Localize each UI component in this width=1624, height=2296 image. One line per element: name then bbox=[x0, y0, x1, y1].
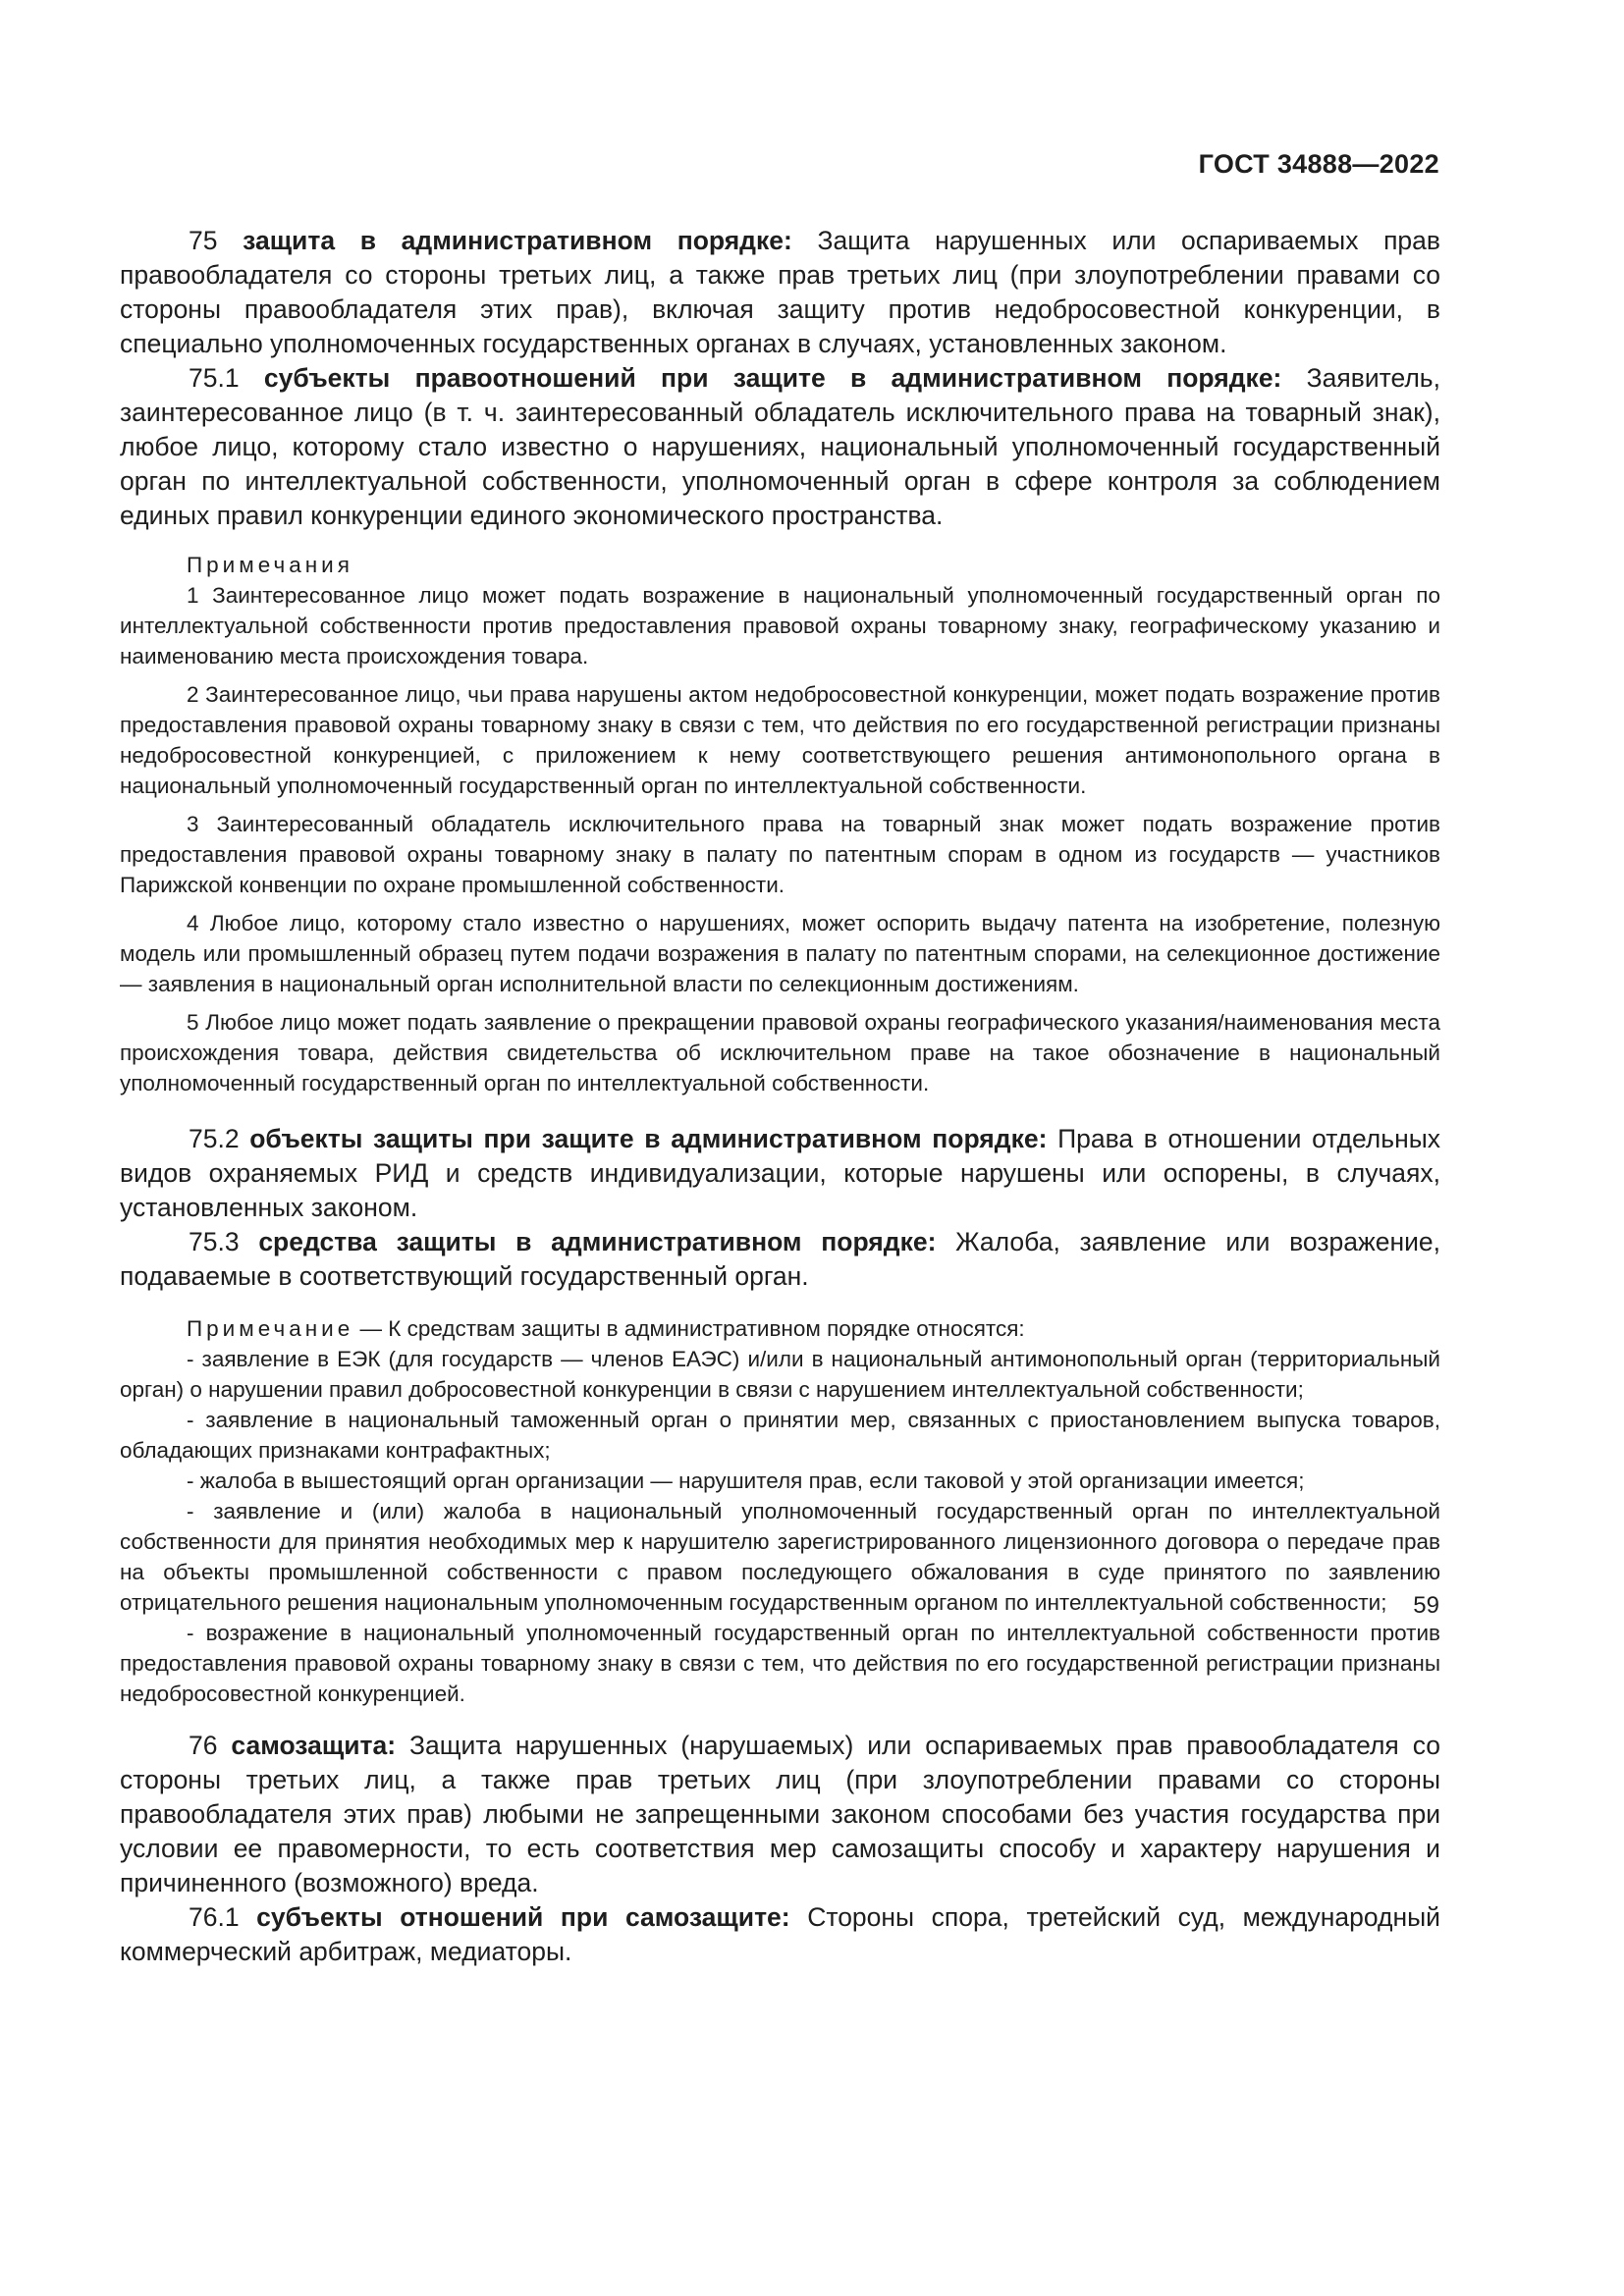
clause-number: 75.2 bbox=[189, 1124, 240, 1153]
list-item: - заявление и (или) жалоба в национальный уполномоченный государственный орган по интеллектуальной собственности для принятия необходимых мер к нарушителю зарегистрированного лицензионного договора о передаче прав на объекты промышленной собственности с правом последующего обжалования в суде принятого по заявлению отрицательного решения национальным уполномоченным государственным органом по интеллектуальной собственности; bbox=[120, 1499, 1440, 1615]
clause-75 bbox=[120, 224, 1440, 361]
notes-title: Примечания bbox=[187, 553, 353, 577]
list-item: - жалоба в вышестоящий орган организации — нарушителя прав, если таковой у этой организации имеется; bbox=[187, 1468, 1305, 1493]
note-1: 1 Заинтересованное лицо может подать возражение в национальный уполномоченный государственный орган по интеллектуальной собственности против предоставления правовой охраны товарному знаку, географическому указанию и наименованию места происхождения товара. bbox=[120, 583, 1440, 668]
clause-term: средства защиты в административном порядке: bbox=[258, 1227, 937, 1256]
clause-definition: Заявитель, заинтересованное лицо (в т. ч. заинтересованный обладатель исключительного права на товарный знак), любое лицо, которому стало известно о нарушениях, национальный уполномоченный государственный орган по интеллектуальной собственности, уполномоченный орган в сфере контроля за соблюдением единых правил конкуренции единого экономического пространства. bbox=[120, 363, 1440, 530]
clause-75-1 bbox=[120, 361, 1440, 533]
page-number: 59 bbox=[1413, 1592, 1439, 1619]
page-body bbox=[120, 224, 1440, 1969]
note-intro bbox=[120, 1313, 1440, 1344]
clause-number: 75.3 bbox=[189, 1227, 240, 1256]
clause-75-2 bbox=[120, 1122, 1440, 1225]
clause-76-1 bbox=[120, 1900, 1440, 1969]
clause-term: объекты защиты при защите в административном порядке: bbox=[249, 1124, 1048, 1153]
note-2: 2 Заинтересованное лицо, чьи права нарушены актом недобросовестной конкуренции, может подать возражение против предоставления правовой охраны товарному знаку в связи с тем, что действия по его государственной регистрации признаны недобросовестной конкуренцией, с приложением к нему соответствующего решения антимонопольного органа в национальный уполномоченный государственный орган по интеллектуальной собственности. bbox=[120, 682, 1440, 798]
clause-definition: Стороны спора, третейский суд, международный коммерческий арбитраж, медиаторы. bbox=[120, 1902, 1440, 1966]
note-3: 3 Заинтересованный обладатель исключительного права на товарный знак может подать возражение против предоставления правовой охраны товарному знаку в палату по патентным спорам в одном из государств — участников Парижской конвенции по охране промышленной собственности. bbox=[120, 812, 1440, 897]
document-code-header: ГОСТ 34888—2022 bbox=[1198, 149, 1439, 179]
clause-number: 76 bbox=[189, 1731, 218, 1760]
clause-term: защита в административном порядке: bbox=[243, 226, 792, 255]
clause-definition: Защита нарушенных (нарушаемых) или оспариваемых прав правообладателя со стороны третьих лиц, а также прав третьих лиц (при злоупотреблении правами со стороны правообладателя этих прав) любыми не запрещенными законом способами без участия государства при условии ее правомерности, то есть соответствия мер самозащиты способу и характеру нарушения и причиненного (возможного) вреда. bbox=[120, 1731, 1440, 1897]
clause-number: 75 bbox=[189, 226, 218, 255]
note-5: 5 Любое лицо может подать заявление о прекращении правовой охраны географического указания/наименования места происхождения товара, действия свидетельства об исключительном праве на такое обозначение в национальный уполномоченный государственный орган по интеллектуальной собственности. bbox=[120, 1010, 1440, 1095]
clause-definition: Жалоба, заявление или возражение, подаваемые в соответствующий государственный орган. bbox=[120, 1227, 1440, 1291]
note-label: Примечание bbox=[187, 1316, 354, 1341]
clause-number: 75.1 bbox=[189, 363, 240, 393]
list-item: - заявление в национальный таможенный орган о принятии мер, связанных с приостановлением выпуска товаров, обладающих признаками контрафактных; bbox=[120, 1408, 1440, 1463]
list-item: - заявление в ЕЭК (для государств — членов ЕАЭС) и/или в национальный антимонопольный орган (территориальный орган) о нарушении правил добросовестной конкуренции в связи с нарушением интеллектуальной собственности; bbox=[120, 1347, 1440, 1402]
clause-definition: Права в отношении отдельных видов охраняемых РИД и средств индивидуализации, которые нарушены или оспорены, в случаях, установленных законом. bbox=[120, 1124, 1441, 1222]
note-4: 4 Любое лицо, которому стало известно о нарушениях, может оспорить выдачу патента на изобретение, полезную модель или промышленный образец путем подачи возражения в палату по патентным спорами, на селекционное достижение — заявления в национальный орган исполнительной власти по селекционным достижениям. bbox=[120, 911, 1440, 996]
note-intro-text: — К средствам защиты в административном порядке относятся: bbox=[353, 1316, 1025, 1341]
clause-term: субъекты отношений при самозащите: bbox=[256, 1902, 790, 1932]
clause-75-3 bbox=[120, 1225, 1440, 1294]
clause-definition: Защита нарушенных или оспариваемых прав правообладателя со стороны третьих лиц, а также прав третьих лиц (при злоупотреблении правами со стороны правообладателя этих прав), включая защиту против недобросовестной конкуренции, в специально уполномоченных государственных органах в случаях, установленных законом. bbox=[120, 226, 1440, 358]
clause-term: субъекты правоотношений при защите в административном порядке: bbox=[263, 363, 1282, 393]
clause-term: самозащита: bbox=[231, 1731, 397, 1760]
clause-76 bbox=[120, 1729, 1440, 1900]
list-item: - возражение в национальный уполномоченный государственный орган по интеллектуальной собственности против предоставления правовой охраны товарному знаку в связи с тем, что действия по его государственной регистрации признаны недобросовестной конкуренцией. bbox=[120, 1621, 1440, 1706]
clause-number: 76.1 bbox=[189, 1902, 240, 1932]
